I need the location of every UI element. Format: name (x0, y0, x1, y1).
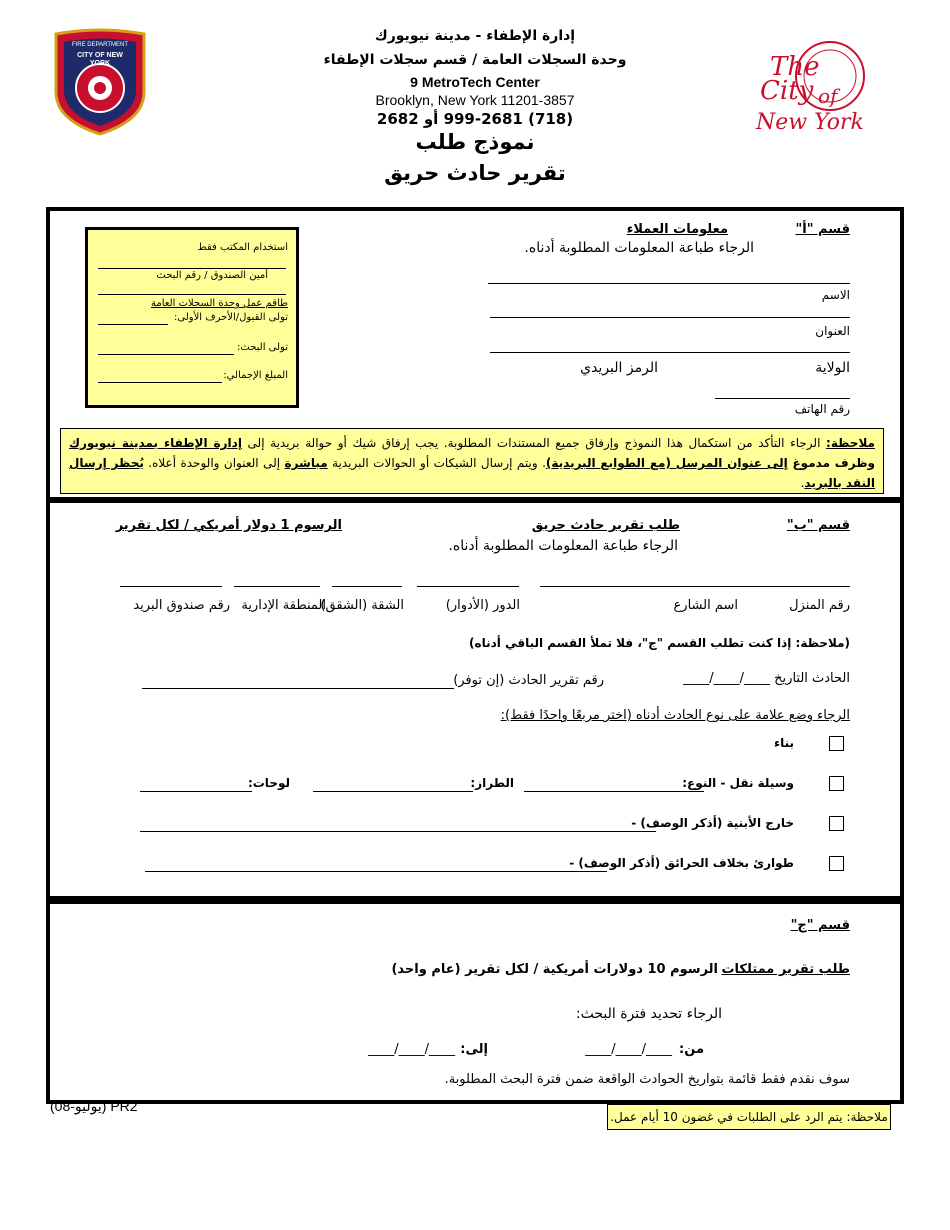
nyc-logo-the: The (770, 52, 820, 82)
note-text-3: وظرف مدموغ (787, 456, 875, 470)
office-total-label: المبلغ الإجمالي: (223, 370, 288, 381)
fdny-logo-mid-text: CITY OF NEW YORK (77, 52, 123, 67)
check-instruction: الرجاء وضع علامة على نوع الحادث أدناه (اختر مربعًا واحدًا فقط): (500, 708, 850, 723)
note-label: ملاحظة: (826, 436, 875, 450)
section-a-instruction: الرجاء طباعة المعلومات المطلوبة أدناه. (524, 240, 754, 256)
address-input-line[interactable] (490, 317, 850, 318)
phone-label: رقم الهاتف (794, 402, 850, 416)
note-text-9: . (800, 476, 805, 490)
report-number-input[interactable] (142, 688, 454, 689)
nyc-logo-of: of (818, 84, 838, 108)
street-name-label: اسم الشارع (673, 598, 738, 613)
zip-label: الرمز البريدي (580, 360, 658, 376)
section-c-title: طلب تقرير ممتلكات (721, 962, 850, 977)
phone-input-line[interactable] (715, 398, 850, 399)
section-a-label: قسم "أ" (795, 222, 850, 237)
office-cashier-label: أمين الصندوق / رقم البحث (156, 270, 268, 281)
form-title: نموذج طلب (415, 130, 535, 154)
header-unit: وحدة السجلات العامة / قسم سجلات الإطفاء (323, 52, 627, 68)
building-label: بناء (773, 736, 794, 750)
house-number-label: رقم المنزل (789, 598, 850, 613)
vehicle-type-label: وسيلة نقل - النوع: (682, 776, 794, 790)
report-number-label: رقم تقرير الحادث (إن توفر) (453, 673, 604, 688)
to-label: إلى: (460, 1042, 488, 1057)
section-c-note: سوف نقدم فقط قائمة بتواريخ الحوادث الواقعة ضمن فترة البحث المطلوبة. (444, 1072, 850, 1087)
section-a-note (60, 428, 884, 494)
from-date-input[interactable]: ____/____/____ (585, 1042, 672, 1057)
apartment-label: الشقة (الشقق) (320, 598, 404, 613)
section-b-fee: الرسوم 1 دولار أمريكي / لكل تقرير (115, 518, 342, 533)
header-city: Brooklyn, New York 11201-3857 (375, 92, 575, 108)
section-b-title: طلب تقرير حادث حريق (531, 518, 680, 533)
office-line-1[interactable] (98, 268, 286, 269)
nyc-logo (752, 30, 882, 145)
header-department: إدارة الإطفاء - مدينة نيويورك (374, 28, 576, 44)
section-b-label: قسم "ب" (786, 518, 850, 533)
address-input-line-2[interactable] (490, 352, 850, 353)
apartment-input[interactable] (332, 586, 402, 587)
section-b-frame (46, 497, 904, 902)
name-input-line[interactable] (488, 283, 850, 284)
state-label: الولاية (815, 360, 850, 376)
po-box-input[interactable] (120, 586, 222, 587)
fdny-logo-top-text: FIRE DEPARTMENT (71, 42, 129, 48)
form-id: PR2 (يوليو-08) (50, 1098, 138, 1114)
office-stamp-label: طاقم عمل وحدة السجلات العامة (151, 298, 288, 309)
note-text-5: . ويتم إرسال الشيكات أو الحوالات البريدية (327, 456, 546, 470)
section-c-label: قسم "ج" (790, 918, 850, 933)
vehicle-checkbox[interactable] (829, 776, 844, 791)
header-phone: (718) 999-2681 أو 2682 (376, 110, 574, 128)
form-subtitle: تقرير حادث حريق (384, 161, 566, 185)
nyc-logo-newyork: New York (756, 110, 864, 135)
section-c-skip-note: (ملاحظة: إذا كنت تطلب القسم "ج"، فلا تملأ القسم الباقي أدناه) (469, 636, 850, 650)
non-fire-checkbox[interactable] (829, 856, 844, 871)
note-text-6: مباشرة (284, 456, 328, 470)
floors-input[interactable] (417, 586, 519, 587)
office-total-line[interactable] (98, 382, 222, 383)
note-text-1: الرجاء التأكد من استكمال هذا النموذج وإرفاق جميع المستندات المطلوبة. يجب إرفاق شيك أو حوالة بريدية إلى (241, 436, 827, 450)
non-fire-label: طوارئ بخلاف الحرائق (أذكر الوصف) - (569, 856, 794, 870)
to-date-input[interactable]: ____/____/____ (368, 1042, 455, 1057)
note-text-7: إلى العنوان والوحدة أعلاه. (143, 456, 285, 470)
office-intake-line[interactable] (98, 324, 168, 325)
street-address-input[interactable] (540, 586, 850, 587)
outside-description-input[interactable] (140, 831, 656, 832)
vehicle-model-label: الطراز: (470, 776, 514, 790)
borough-label: المنطقة الإدارية (241, 598, 326, 613)
vehicle-plates-label: لوحات: (247, 776, 290, 790)
office-use-title: استخدام المكتب فقط (197, 242, 288, 253)
office-search-label: تولى البحث: (237, 342, 288, 353)
office-line-2[interactable] (98, 294, 286, 295)
note-text-4: إلى عنوان المرسل (مع الطوابع البريدية) (545, 456, 788, 470)
office-use-box (85, 227, 299, 408)
nyc-logo-city: City (760, 76, 814, 106)
vehicle-model-input[interactable] (313, 791, 473, 792)
po-box-label: رقم صندوق البريد (133, 598, 230, 613)
vehicle-plates-input[interactable] (140, 791, 252, 792)
outside-label: خارج الأبنية (أذكر الوصف) - (631, 816, 794, 830)
address-label: العنوان (815, 324, 850, 338)
note-text-8: يُحظر إرسال النقد بالبريد (69, 456, 875, 490)
floors-label: الدور (الأدوار) (445, 598, 520, 613)
header-street: 9 MetroTech Center (410, 74, 540, 90)
non-fire-description-input[interactable] (145, 871, 607, 872)
outside-checkbox[interactable] (829, 816, 844, 831)
section-c-fee: الرسوم 10 دولارات أمريكية / لكل تقرير (عام واحد) (391, 962, 718, 977)
from-label: من: (679, 1042, 704, 1057)
incident-date-field[interactable]: الحادث التاريخ ____/____/____ (683, 671, 850, 686)
building-checkbox[interactable] (829, 736, 844, 751)
borough-input[interactable] (234, 586, 320, 587)
office-search-line[interactable] (98, 354, 234, 355)
name-label: الاسم (821, 288, 850, 302)
vehicle-type-input[interactable] (524, 791, 704, 792)
response-time-note: ملاحظة: يتم الرد على الطلبات في غضون 10 أيام عمل. (607, 1104, 891, 1130)
fdny-logo (52, 28, 148, 136)
search-period-label: الرجاء تحديد فترة البحث: (575, 1006, 722, 1022)
section-b-instruction: الرجاء طباعة المعلومات المطلوبة أدناه. (448, 538, 678, 554)
section-a-title: معلومات العملاء (626, 222, 728, 237)
note-text-2: إدارة الإطفاء بمدينة نيويورك (69, 436, 242, 450)
office-intake-label: تولى القبول/الأحرف الأولى: (174, 312, 288, 323)
